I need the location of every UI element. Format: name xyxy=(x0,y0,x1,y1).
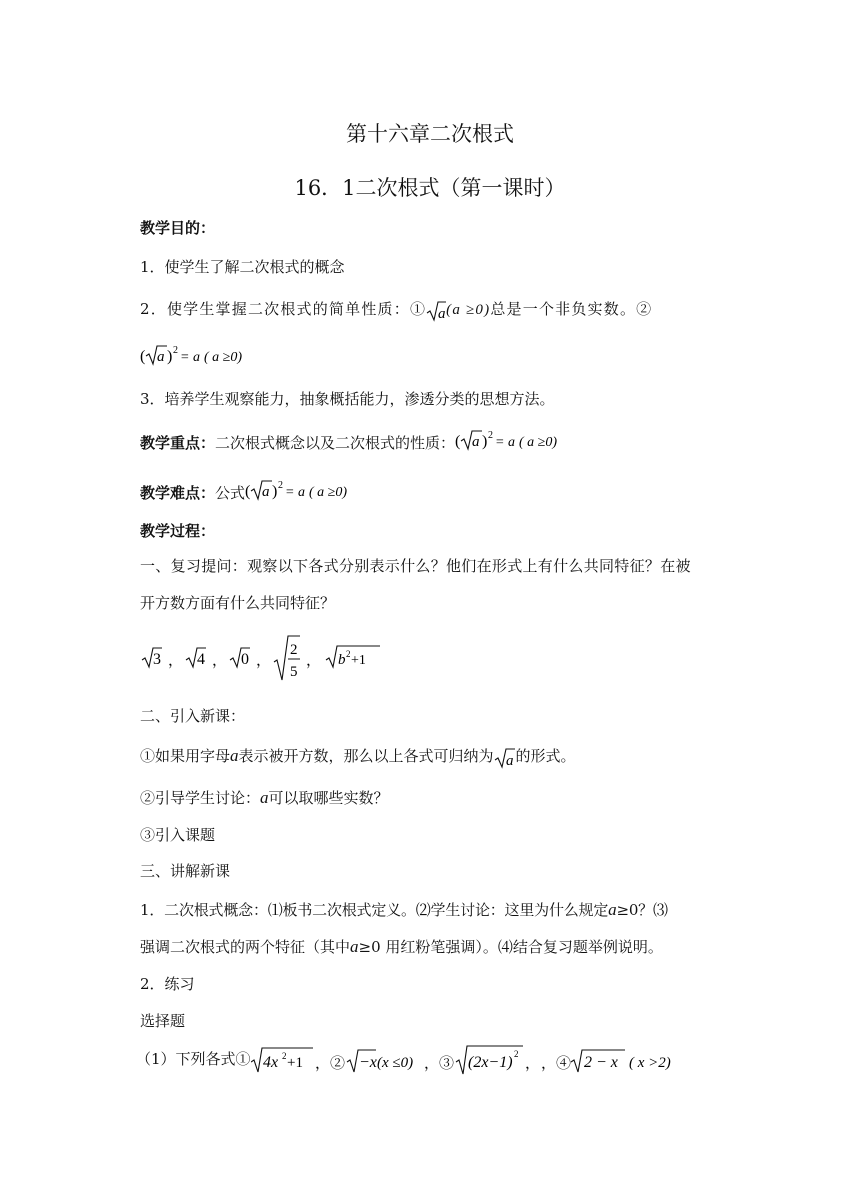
new1-text-b: 表示被开方数，那么以上各式可归纳为 xyxy=(238,747,494,765)
key-formula-eq: = a xyxy=(495,435,515,450)
objective-2 xyxy=(140,296,720,323)
q1-sep4: ，④ xyxy=(540,1056,571,1072)
objectives-heading: 教学目的： xyxy=(140,219,216,237)
diff-formula-eq: = a xyxy=(285,485,305,500)
svg-text:(: ( xyxy=(140,348,146,365)
key-label: 教学重点： xyxy=(140,434,216,452)
new2-var-a: a xyxy=(260,788,269,807)
sep-2: ， xyxy=(212,653,228,669)
lesson-title: 16．1二次根式（第一课时） xyxy=(294,176,566,200)
q1-opt4-cond: ( x >2) xyxy=(628,1055,671,1071)
new2-text-b: 可以取哪些实数？ xyxy=(268,789,389,807)
q1-opt1: 4x xyxy=(262,1054,278,1071)
practice-heading: 2．练习 xyxy=(140,975,195,993)
radical-frac-den: 5 xyxy=(290,664,298,680)
formula-exp: 2 xyxy=(173,345,178,356)
sqrt-a-var: a xyxy=(438,306,447,322)
diff-formula-cond: ( a ≥0) xyxy=(309,485,348,500)
difficulty-points xyxy=(140,477,720,511)
diff-formula-a: a xyxy=(262,484,270,500)
new1-text-c: 的形式。 xyxy=(515,747,576,765)
formula-cond: ( a ≥0) xyxy=(204,350,243,365)
review-line-2: 开方数方面有什么共同特征？ xyxy=(140,594,336,612)
new1-var-a: a xyxy=(230,746,239,765)
difficulty-label: 教学难点： xyxy=(140,484,216,502)
q1-opt4: 2 − x xyxy=(583,1054,618,1071)
radical-b-exp: 2 xyxy=(346,649,351,659)
radical-4: 4 xyxy=(197,651,205,668)
concept1-text-b: ≥0？⑶ xyxy=(616,901,668,919)
chapter-title: 第十六章二次根式 xyxy=(346,122,514,146)
radical-frac-num: 2 xyxy=(290,642,298,658)
formula-eq: = a xyxy=(180,350,200,365)
sep-3: ， xyxy=(256,653,272,669)
objective-3: 3．培养学生观察能力，抽象概括能力，渗透分类的思想方法。 xyxy=(140,390,555,408)
concept2-text-b: ≥0 用红粉笔强调）。⑷结合复习题举例说明。 xyxy=(358,938,663,956)
formula-a: a xyxy=(157,349,165,365)
radical-b: b xyxy=(338,652,346,668)
concept1-text-a: 1．二次根式概念：⑴板书二次根式定义。⑵学生讨论：这里为什么规定 xyxy=(140,901,609,919)
q1-opt2-cond: (x ≤0) xyxy=(376,1055,413,1071)
q1-sep3: ，③ xyxy=(423,1056,454,1072)
radical-examples xyxy=(140,634,720,682)
new-lesson-item-2 xyxy=(140,785,720,811)
diff-formula-exp: 2 xyxy=(278,480,284,491)
difficulty-text: 公式 xyxy=(215,484,246,502)
svg-text:): ) xyxy=(482,433,488,450)
choice-heading: 选择题 xyxy=(140,1012,186,1030)
svg-text:): ) xyxy=(167,348,173,365)
concept1-var-a: a xyxy=(608,900,617,919)
key-text: 二次根式概念以及二次根式的性质： xyxy=(215,434,456,452)
radical-0: 0 xyxy=(241,651,249,668)
key-points xyxy=(140,427,720,461)
objective-2-prefix: 2．使学生掌握二次根式的简单性质：① xyxy=(140,300,427,318)
new-lesson-item-1 xyxy=(140,743,720,770)
concept-line-2 xyxy=(140,934,720,960)
new-lesson-heading: 二、引入新课： xyxy=(140,707,246,725)
sep-4: ， xyxy=(306,653,322,669)
q1-sep2: ，② xyxy=(314,1056,345,1072)
explain-heading: 三、讲解新课 xyxy=(140,862,231,880)
sqrt-a-squared-formula xyxy=(140,342,290,376)
cond-a-ge0: (a ≥0) xyxy=(446,302,491,318)
svg-text:(: ( xyxy=(455,433,461,450)
new-lesson-item-3: ③引入课题 xyxy=(140,826,216,844)
new1-sqrt-a xyxy=(494,744,516,770)
concept2-var-a: a xyxy=(350,937,359,956)
review-line-1: 一、复习提问：观察以下各式分别表示什么？他们在形式上有什么共同特征？在被 xyxy=(140,557,691,575)
key-formula xyxy=(455,427,605,461)
q1-opt3: (2x−1) xyxy=(467,1054,513,1071)
svg-text:): ) xyxy=(272,483,278,500)
objective-1: 1．使学生了解二次根式的概念 xyxy=(140,258,345,276)
new1-text-a: ①如果用字母 xyxy=(140,747,231,765)
concept2-text-a: 强调二次根式的两个特征（其中 xyxy=(140,938,351,956)
q1-opt3-exp: 2 xyxy=(513,1049,519,1059)
key-formula-exp: 2 xyxy=(488,430,494,441)
radical-b-plus: +1 xyxy=(351,653,366,668)
new1-sqrt-var: a xyxy=(505,753,514,769)
q1-opt2: −x xyxy=(358,1054,377,1071)
q1-options xyxy=(251,1042,691,1076)
key-formula-cond: ( a ≥0) xyxy=(519,435,558,450)
q1-sep4-comma: ， xyxy=(524,1056,540,1072)
sep-1: ， xyxy=(168,653,184,669)
objective-2-mid: 总是一个非负实数。② xyxy=(490,300,653,318)
q1-opt1-exp: 2 xyxy=(281,1051,287,1061)
objective-2-formula xyxy=(140,342,720,376)
concept-line-1 xyxy=(140,897,720,923)
sqrt-a-formula xyxy=(426,297,446,323)
q1-prefix: （1）下列各式① xyxy=(136,1050,251,1068)
radical-3: 3 xyxy=(153,651,161,668)
new2-text-a: ②引导学生讨论： xyxy=(140,789,261,807)
question-1 xyxy=(136,1042,716,1076)
key-formula-a: a xyxy=(472,434,480,450)
process-heading: 教学过程： xyxy=(140,522,216,540)
difficulty-formula xyxy=(245,477,395,511)
svg-text:(: ( xyxy=(245,483,251,500)
q1-opt1-plus: +1 xyxy=(286,1055,303,1071)
